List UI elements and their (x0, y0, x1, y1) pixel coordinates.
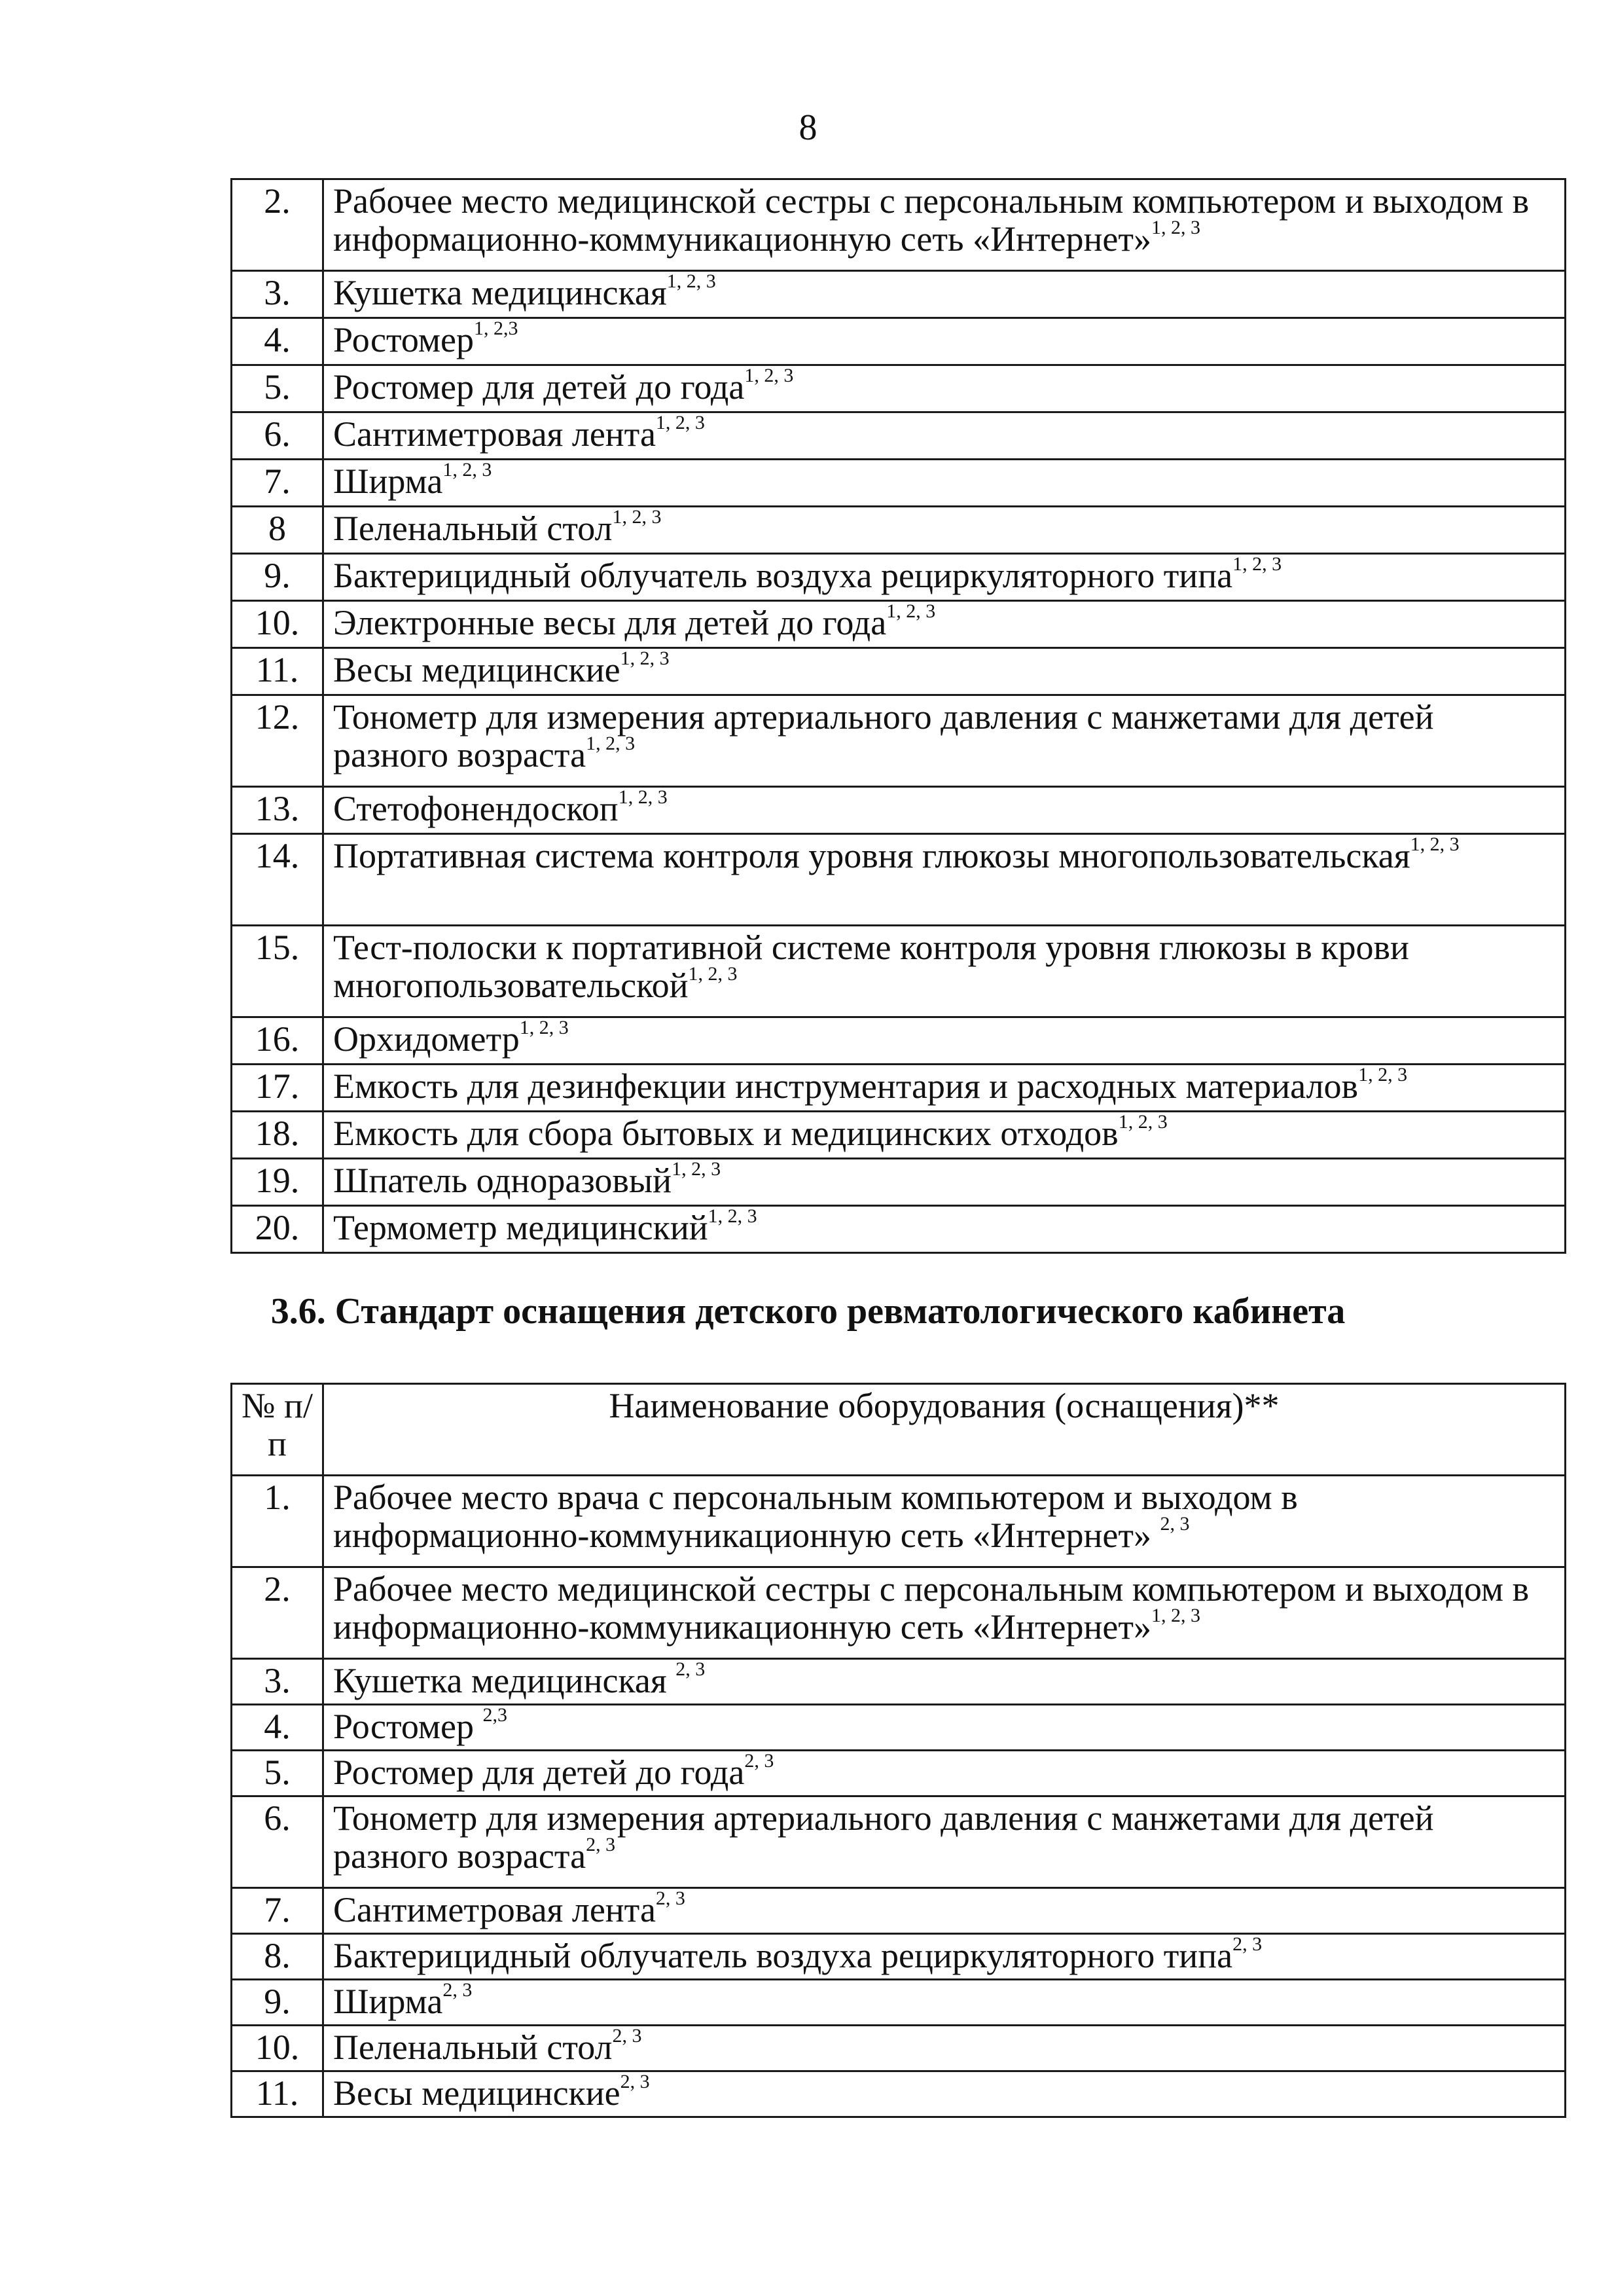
equipment-name: Орхидометр$^{1, 2, 3}$ (323, 1017, 1566, 1065)
row-number: 10. (232, 601, 323, 648)
table-row (232, 1159, 1566, 1206)
row-number: 10. (232, 2026, 323, 2071)
equipment-table-continued (230, 178, 1566, 1254)
table-row (232, 1888, 1566, 1934)
table-row (232, 1796, 1566, 1888)
table-row (232, 1065, 1566, 1112)
table-row (232, 365, 1566, 412)
table-row (232, 318, 1566, 365)
equipment-name: Электронные весы для детей до года$^{1, 2, 3}$ (323, 601, 1566, 648)
equipment-name: Тонометр для измерения артериального давления с манжетами для детей разного возраста$^{1, 2, 3}$ (323, 695, 1566, 787)
table-row (232, 179, 1566, 271)
table-row (232, 2026, 1566, 2071)
equipment-name: Термометр медицинский$^{1, 2, 3}$ (323, 1206, 1566, 1253)
row-number: 16. (232, 1017, 323, 1065)
equipment-name: Ростомер для детей до года$^{1, 2, 3}$ (323, 365, 1566, 412)
table-row (232, 695, 1566, 787)
table-row (232, 2071, 1566, 2117)
equipment-name: Сантиметровая лента$^{1, 2, 3}$ (323, 412, 1566, 460)
table-row (232, 1017, 1566, 1065)
table-row (232, 1751, 1566, 1796)
equipment-name: Ростомер для детей до года$^{2, 3}$ (323, 1751, 1566, 1796)
row-number: 8 (232, 507, 323, 554)
row-number: 7. (232, 1888, 323, 1934)
column-header-number: № п/п (232, 1384, 323, 1476)
row-number: 1. (232, 1476, 323, 1567)
table-row (232, 601, 1566, 648)
equipment-name: Ростомер $^{2,3}$ (323, 1705, 1566, 1751)
table-row (232, 1934, 1566, 1980)
row-number: 8. (232, 1934, 323, 1980)
equipment-name: Кушетка медицинская $^{2, 3}$ (323, 1659, 1566, 1705)
row-number: 11. (232, 648, 323, 695)
row-number: 2. (232, 1567, 323, 1659)
equipment-name: Ширма$^{1, 2, 3}$ (323, 460, 1566, 507)
table-row (232, 1980, 1566, 2026)
equipment-name: Бактерицидный облучатель воздуха рециркуляторного типа$^{2, 3}$ (323, 1934, 1566, 1980)
row-number: 12. (232, 695, 323, 787)
equipment-name: Рабочее место медицинской сестры с персональным компьютером и выходом в информационно-коммуникационную сеть «Интернет»$^{1, 2, 3}$ (323, 179, 1566, 271)
row-number: 4. (232, 318, 323, 365)
row-number: 15. (232, 926, 323, 1017)
row-number: 4. (232, 1705, 323, 1751)
equipment-name: Весы медицинские$^{1, 2, 3}$ (323, 648, 1566, 695)
equipment-name: Кушетка медицинская$^{1, 2, 3}$ (323, 271, 1566, 318)
table-row (232, 926, 1566, 1017)
row-number: 5. (232, 365, 323, 412)
equipment-name: Весы медицинские$^{2, 3}$ (323, 2071, 1566, 2117)
equipment-name: Пеленальный стол$^{2, 3}$ (323, 2026, 1566, 2071)
page-number: 8 (799, 107, 817, 148)
equipment-name: Ростомер$^{1, 2,3}$ (323, 318, 1566, 365)
column-header-name: Наименование оборудования (оснащения)** (323, 1384, 1566, 1476)
table-row (232, 1567, 1566, 1659)
equipment-name: Емкость для сбора бытовых и медицинских отходов$^{1, 2, 3}$ (323, 1112, 1566, 1159)
equipment-name: Ширма$^{2, 3}$ (323, 1980, 1566, 2026)
table-row (232, 271, 1566, 318)
row-number: 14. (232, 834, 323, 926)
equipment-name: Шпатель одноразовый$^{1, 2, 3}$ (323, 1159, 1566, 1206)
row-number: 19. (232, 1159, 323, 1206)
table-row (232, 507, 1566, 554)
equipment-name: Рабочее место медицинской сестры с персональным компьютером и выходом в информационно-коммуникационную сеть «Интернет»$^{1, 2, 3}$ (323, 1567, 1566, 1659)
equipment-name: Тест-полоски к портативной системе контроля уровня глюкозы в крови многопользовательской$^{1, 2, 3}$ (323, 926, 1566, 1017)
table-row (232, 1659, 1566, 1705)
row-number: 6. (232, 412, 323, 460)
row-number: 6. (232, 1796, 323, 1888)
table-row (232, 787, 1566, 834)
row-number: 2. (232, 179, 323, 271)
rheumatology-equipment-table (230, 1383, 1566, 2118)
table-row (232, 1112, 1566, 1159)
equipment-name: Бактерицидный облучатель воздуха рециркуляторного типа$^{1, 2, 3}$ (323, 554, 1566, 601)
row-number: 13. (232, 787, 323, 834)
row-number: 11. (232, 2071, 323, 2117)
row-number: 18. (232, 1112, 323, 1159)
table-row (232, 1476, 1566, 1567)
table-row (232, 648, 1566, 695)
equipment-name: Стетофонендоскоп$^{1, 2, 3}$ (323, 787, 1566, 834)
table-row (232, 1206, 1566, 1253)
equipment-name: Емкость для дезинфекции инструментария и расходных материалов$^{1, 2, 3}$ (323, 1065, 1566, 1112)
table-row (232, 412, 1566, 460)
row-number: 3. (232, 271, 323, 318)
equipment-name: Рабочее место врача с персональным компьютером и выходом в информационно-коммуникационную сеть «Интернет» $^{2, 3}$ (323, 1476, 1566, 1567)
equipment-name: Сантиметровая лента$^{2, 3}$ (323, 1888, 1566, 1934)
row-number: 9. (232, 554, 323, 601)
table-row (232, 460, 1566, 507)
table-row (232, 1705, 1566, 1751)
table-header-row (232, 1384, 1566, 1476)
section-heading: 3.6. Стандарт оснащения детского ревматологического кабинета (270, 1291, 1346, 1332)
equipment-name: Тонометр для измерения артериального давления с манжетами для детей разного возраста$^{2, 3}$ (323, 1796, 1566, 1888)
row-number: 3. (232, 1659, 323, 1705)
table-row (232, 554, 1566, 601)
table-row (232, 834, 1566, 926)
row-number: 5. (232, 1751, 323, 1796)
row-number: 17. (232, 1065, 323, 1112)
equipment-name: Пеленальный стол$^{1, 2, 3}$ (323, 507, 1566, 554)
equipment-name: Портативная система контроля уровня глюкозы многопользовательская$^{1, 2, 3}$ (323, 834, 1566, 926)
row-number: 20. (232, 1206, 323, 1253)
row-number: 7. (232, 460, 323, 507)
row-number: 9. (232, 1980, 323, 2026)
